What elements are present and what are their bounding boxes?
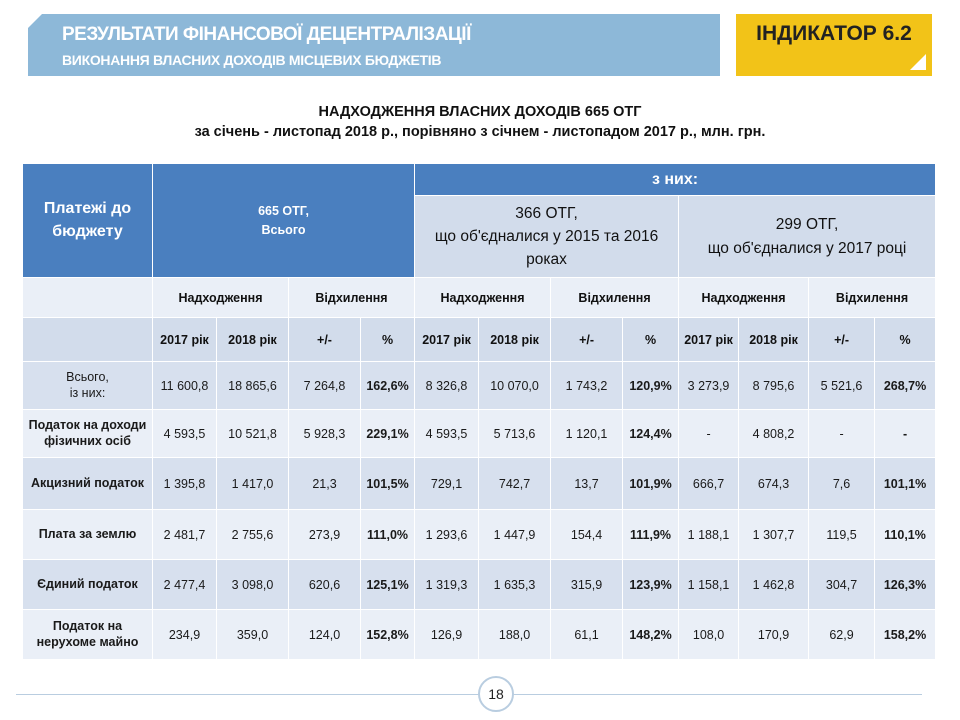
table-cell: 3 273,9 (679, 362, 739, 410)
table-cell: 21,3 (289, 458, 361, 510)
table-cell: 8 326,8 (415, 362, 479, 410)
table-cell: 110,1% (875, 510, 936, 560)
table-cell: 162,6% (361, 362, 415, 410)
header-receipts-all: Надходження (153, 278, 289, 318)
table-cell: 315,9 (551, 560, 623, 610)
table-cell: 18 865,6 (217, 362, 289, 410)
table-cell: 1 188,1 (679, 510, 739, 560)
table-cell: 234,9 (153, 610, 217, 660)
table-cell: 4 593,5 (153, 410, 217, 458)
table-cell: 1 120,1 (551, 410, 623, 458)
header-year-2018: 2018 рік (479, 318, 551, 362)
table-cell: 154,4 (551, 510, 623, 560)
table-row (23, 610, 936, 660)
row-label: Податок на доходи фізичних осіб (23, 410, 153, 458)
header-group-2017: 299 ОТГ, що об'єдналися у 2017 році (679, 196, 936, 278)
table-cell: 4 593,5 (415, 410, 479, 458)
header-percent: % (623, 318, 679, 362)
header-payments: Платежі до бюджету (23, 164, 153, 278)
header-group-2015: 366 ОТГ, що об'єдналися у 2015 та 2016 роках (415, 196, 679, 278)
header-receipts-2015: Надходження (415, 278, 551, 318)
row-label: Акцизний податок (23, 458, 153, 510)
header-deviation-2015: Відхилення (551, 278, 679, 318)
header-plusminus: +/- (551, 318, 623, 362)
table-row (23, 510, 936, 560)
table-cell: 5 713,6 (479, 410, 551, 458)
table-row (23, 410, 936, 458)
empty-cell (23, 318, 153, 362)
table-cell: 108,0 (679, 610, 739, 660)
table-cell: 126,3% (875, 560, 936, 610)
row-label: Плата за землю (23, 510, 153, 560)
table-cell: 123,9% (623, 560, 679, 610)
table-cell: 7,6 (809, 458, 875, 510)
table-cell: 273,9 (289, 510, 361, 560)
table-cell: 1 319,3 (415, 560, 479, 610)
table-cell: 120,9% (623, 362, 679, 410)
table-cell: 3 098,0 (217, 560, 289, 610)
table-cell: 674,3 (739, 458, 809, 510)
table-cell: 11 600,8 (153, 362, 217, 410)
table-cell: 126,9 (415, 610, 479, 660)
table-cell: - (875, 410, 936, 458)
table-cell: 229,1% (361, 410, 415, 458)
table-cell: 148,2% (623, 610, 679, 660)
table-cell: - (809, 410, 875, 458)
banner-corner (28, 14, 42, 28)
header-year-2018: 2018 рік (217, 318, 289, 362)
page-number: 18 (478, 676, 514, 712)
table-cell: 304,7 (809, 560, 875, 610)
table-cell: 742,7 (479, 458, 551, 510)
table-cell: 1 417,0 (217, 458, 289, 510)
table-cell: - (679, 410, 739, 458)
empty-cell (23, 278, 153, 318)
header-percent: % (361, 318, 415, 362)
table-cell: 125,1% (361, 560, 415, 610)
table-cell: 268,7% (875, 362, 936, 410)
table-cell: 101,1% (875, 458, 936, 510)
table-cell: 2 481,7 (153, 510, 217, 560)
header-plusminus: +/- (289, 318, 361, 362)
table-cell: 13,7 (551, 458, 623, 510)
header-plusminus: +/- (809, 318, 875, 362)
header-percent: % (875, 318, 936, 362)
table-cell: 729,1 (415, 458, 479, 510)
table-cell: 666,7 (679, 458, 739, 510)
slide-title: НАДХОДЖЕННЯ ВЛАСНИХ ДОХОДІВ 665 ОТГ (318, 104, 642, 120)
header-title: РЕЗУЛЬТАТИ ФІНАНСОВОЇ ДЕЦЕНТРАЛІЗАЦІЇ (62, 24, 471, 45)
table-cell: 1 635,3 (479, 560, 551, 610)
table-cell: 111,0% (361, 510, 415, 560)
indicator-label: ІНДИКАТОР 6.2 (756, 22, 912, 45)
table-cell: 111,9% (623, 510, 679, 560)
table-cell: 10 070,0 (479, 362, 551, 410)
header-group-all: 665 ОТГ, Всього (153, 164, 415, 278)
row-label: Податок на нерухоме майно (23, 610, 153, 660)
header-banner (28, 14, 720, 76)
table-cell: 1 307,7 (739, 510, 809, 560)
table-cell: 8 795,6 (739, 362, 809, 410)
table-cell: 1 462,8 (739, 560, 809, 610)
table-cell: 158,2% (875, 610, 936, 660)
table-cell: 62,9 (809, 610, 875, 660)
table-cell: 359,0 (217, 610, 289, 660)
row-label: Єдиний податок (23, 560, 153, 610)
header-year-2017: 2017 рік (679, 318, 739, 362)
table-cell: 1 395,8 (153, 458, 217, 510)
table-row (23, 458, 936, 510)
table-cell: 61,1 (551, 610, 623, 660)
table-cell: 10 521,8 (217, 410, 289, 458)
table-cell: 5 928,3 (289, 410, 361, 458)
header-receipts-2017: Надходження (679, 278, 809, 318)
table-cell: 1 293,6 (415, 510, 479, 560)
indicator-badge (730, 14, 932, 76)
header-deviation-all: Відхилення (289, 278, 415, 318)
table-cell: 620,6 (289, 560, 361, 610)
table-cell: 2 755,6 (217, 510, 289, 560)
table-cell: 188,0 (479, 610, 551, 660)
table-row (23, 560, 936, 610)
table-cell: 1 447,9 (479, 510, 551, 560)
header-year-2018: 2018 рік (739, 318, 809, 362)
table-row (23, 362, 936, 410)
table-cell: 101,5% (361, 458, 415, 510)
table-cell: 1 158,1 (679, 560, 739, 610)
slide-subtitle: за січень - листопад 2018 р., порівняно з січнем - листопадом 2017 р., млн. грн. (194, 124, 766, 140)
table-cell: 1 743,2 (551, 362, 623, 410)
footer-divider (16, 694, 922, 695)
table-cell: 101,9% (623, 458, 679, 510)
page-fold-icon (910, 54, 926, 70)
header-year-2017: 2017 рік (415, 318, 479, 362)
revenue-table (22, 163, 936, 660)
table-cell: 124,0 (289, 610, 361, 660)
table-cell: 170,9 (739, 610, 809, 660)
table-cell: 4 808,2 (739, 410, 809, 458)
header-of-them: з них: (415, 164, 936, 196)
row-label: Всього, із них: (23, 362, 153, 410)
header-year-2017: 2017 рік (153, 318, 217, 362)
table-cell: 7 264,8 (289, 362, 361, 410)
table-cell: 124,4% (623, 410, 679, 458)
table-cell: 119,5 (809, 510, 875, 560)
table-cell: 152,8% (361, 610, 415, 660)
header-subtitle: ВИКОНАННЯ ВЛАСНИХ ДОХОДІВ МІСЦЕВИХ БЮДЖЕТІВ (62, 52, 442, 68)
table-cell: 2 477,4 (153, 560, 217, 610)
table-cell: 5 521,6 (809, 362, 875, 410)
header-deviation-2017: Відхилення (809, 278, 936, 318)
